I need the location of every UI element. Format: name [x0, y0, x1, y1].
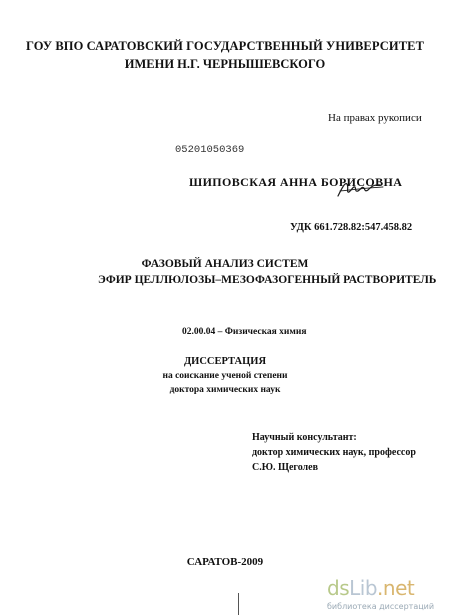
dslib-watermark	[327, 576, 450, 612]
dslib-logo: dsLib.net	[327, 576, 415, 600]
manuscript-rights-note: На правах рукописи	[328, 112, 422, 124]
catalog-code: 05201050369	[175, 144, 245, 156]
advisor-title: доктор химических наук, профессор	[252, 447, 416, 458]
author-name: ШИПОВСКАЯ АННА БОРИСОВНА	[189, 175, 403, 189]
advisor-name: С.Ю. Щеголев	[252, 462, 319, 473]
dissertation-title-line2: ЭФИР ЦЕЛЛЮЛОЗЫ–МЕЗОФАЗОГЕННЫЙ РАСТВОРИТЕЛЬ	[98, 274, 437, 286]
document-type: ДИССЕРТАЦИЯ	[183, 356, 267, 367]
dissertation-title-line1: ФАЗОВЫЙ АНАЛИЗ СИСТЕМ	[141, 258, 309, 270]
city-year: САРАТОВ-2009	[186, 556, 264, 568]
university-name-line2: ИМЕНИ Н.Г. ЧЕРНЫШЕВСКОГО	[124, 57, 326, 71]
signature-image	[336, 178, 386, 200]
advisor-heading: Научный консультант:	[252, 432, 357, 443]
udc-code: УДК 661.728.82:547.458.82	[290, 222, 413, 233]
dslib-caption: библиотека диссертаций	[327, 602, 435, 611]
university-name-line1: ГОУ ВПО САРАТОВСКИЙ ГОСУДАРСТВЕННЫЙ УНИВЕРСИТЕТ	[25, 39, 425, 53]
degree-purpose: на соискание ученой степени	[162, 371, 288, 381]
specialty: 02.00.04 – Физическая химия	[182, 327, 307, 337]
scan-edge-mark	[238, 593, 239, 615]
degree-name: доктора химических наук	[169, 385, 281, 395]
